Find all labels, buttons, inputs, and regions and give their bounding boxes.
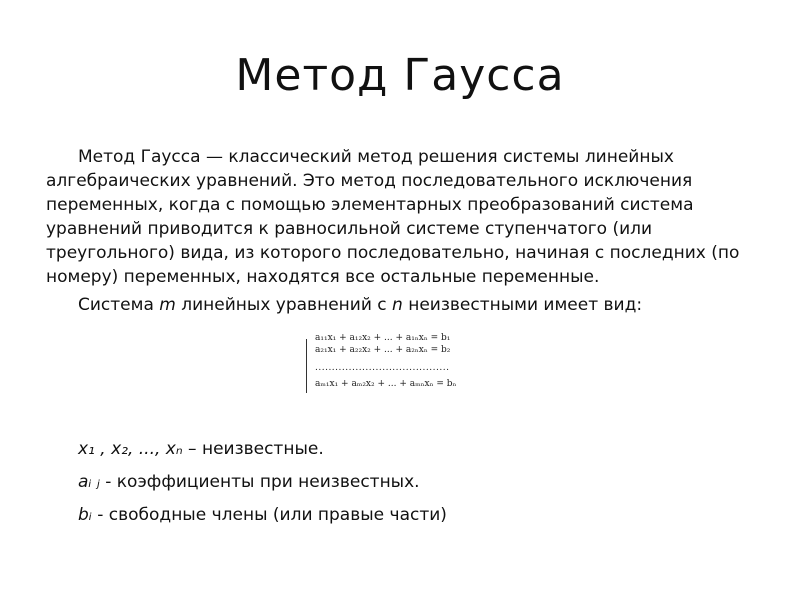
unknowns-text: – неизвестные. (182, 439, 324, 459)
var-n: n (392, 295, 403, 315)
coef-var: aᵢ ⱼ (78, 472, 100, 492)
body-text (46, 145, 766, 317)
coef-text: - коэффициенты при неизвестных. (99, 472, 420, 492)
definition-free-terms (78, 499, 447, 532)
slide-title: Метод Гаусса (235, 50, 565, 101)
equation-row-ellipsis: ........................................ (315, 363, 450, 373)
free-text: - свободные члены (или правые части) (91, 505, 447, 525)
equation-row-m: aₘ₁x₁ + aₘ₂x₂ + ... + aₘₙxₙ = bₙ (315, 379, 457, 389)
unknowns-vars: x₁ , x₂, ..., xₙ (78, 439, 183, 459)
equation-row-1: a₁₁x₁ + a₁₂x₂ + ... + a₁ₙxₙ = b₁ (315, 333, 451, 343)
system-intro-middle: линейных уравнений с (181, 295, 387, 315)
equation-system (306, 333, 506, 399)
free-var: bᵢ (78, 505, 92, 525)
var-m: m (159, 295, 176, 315)
system-brace (306, 339, 311, 393)
definitions (78, 433, 447, 532)
system-intro-prefix: Система (78, 295, 154, 315)
system-intro-line (46, 293, 766, 317)
system-intro-suffix: неизвестными имеет вид: (408, 295, 643, 315)
equation-row-2: a₂₁x₁ + a₂₂x₂ + ... + a₂ₙxₙ = b₂ (315, 345, 451, 355)
definition-unknowns (78, 433, 447, 466)
intro-paragraph: Метод Гаусса — классический метод решения системы линейных алгебраических уравнений. Это метод последовательного исключения переменных, когда с помощью элементарных преобразований система уравнений приводится к равносильной системе ступенчатого (или треугольного) вида, из которого последовательно, начиная с последних (по номеру) переменных, находятся все остальные переменные. (46, 147, 740, 287)
definition-coefficients (78, 466, 447, 499)
